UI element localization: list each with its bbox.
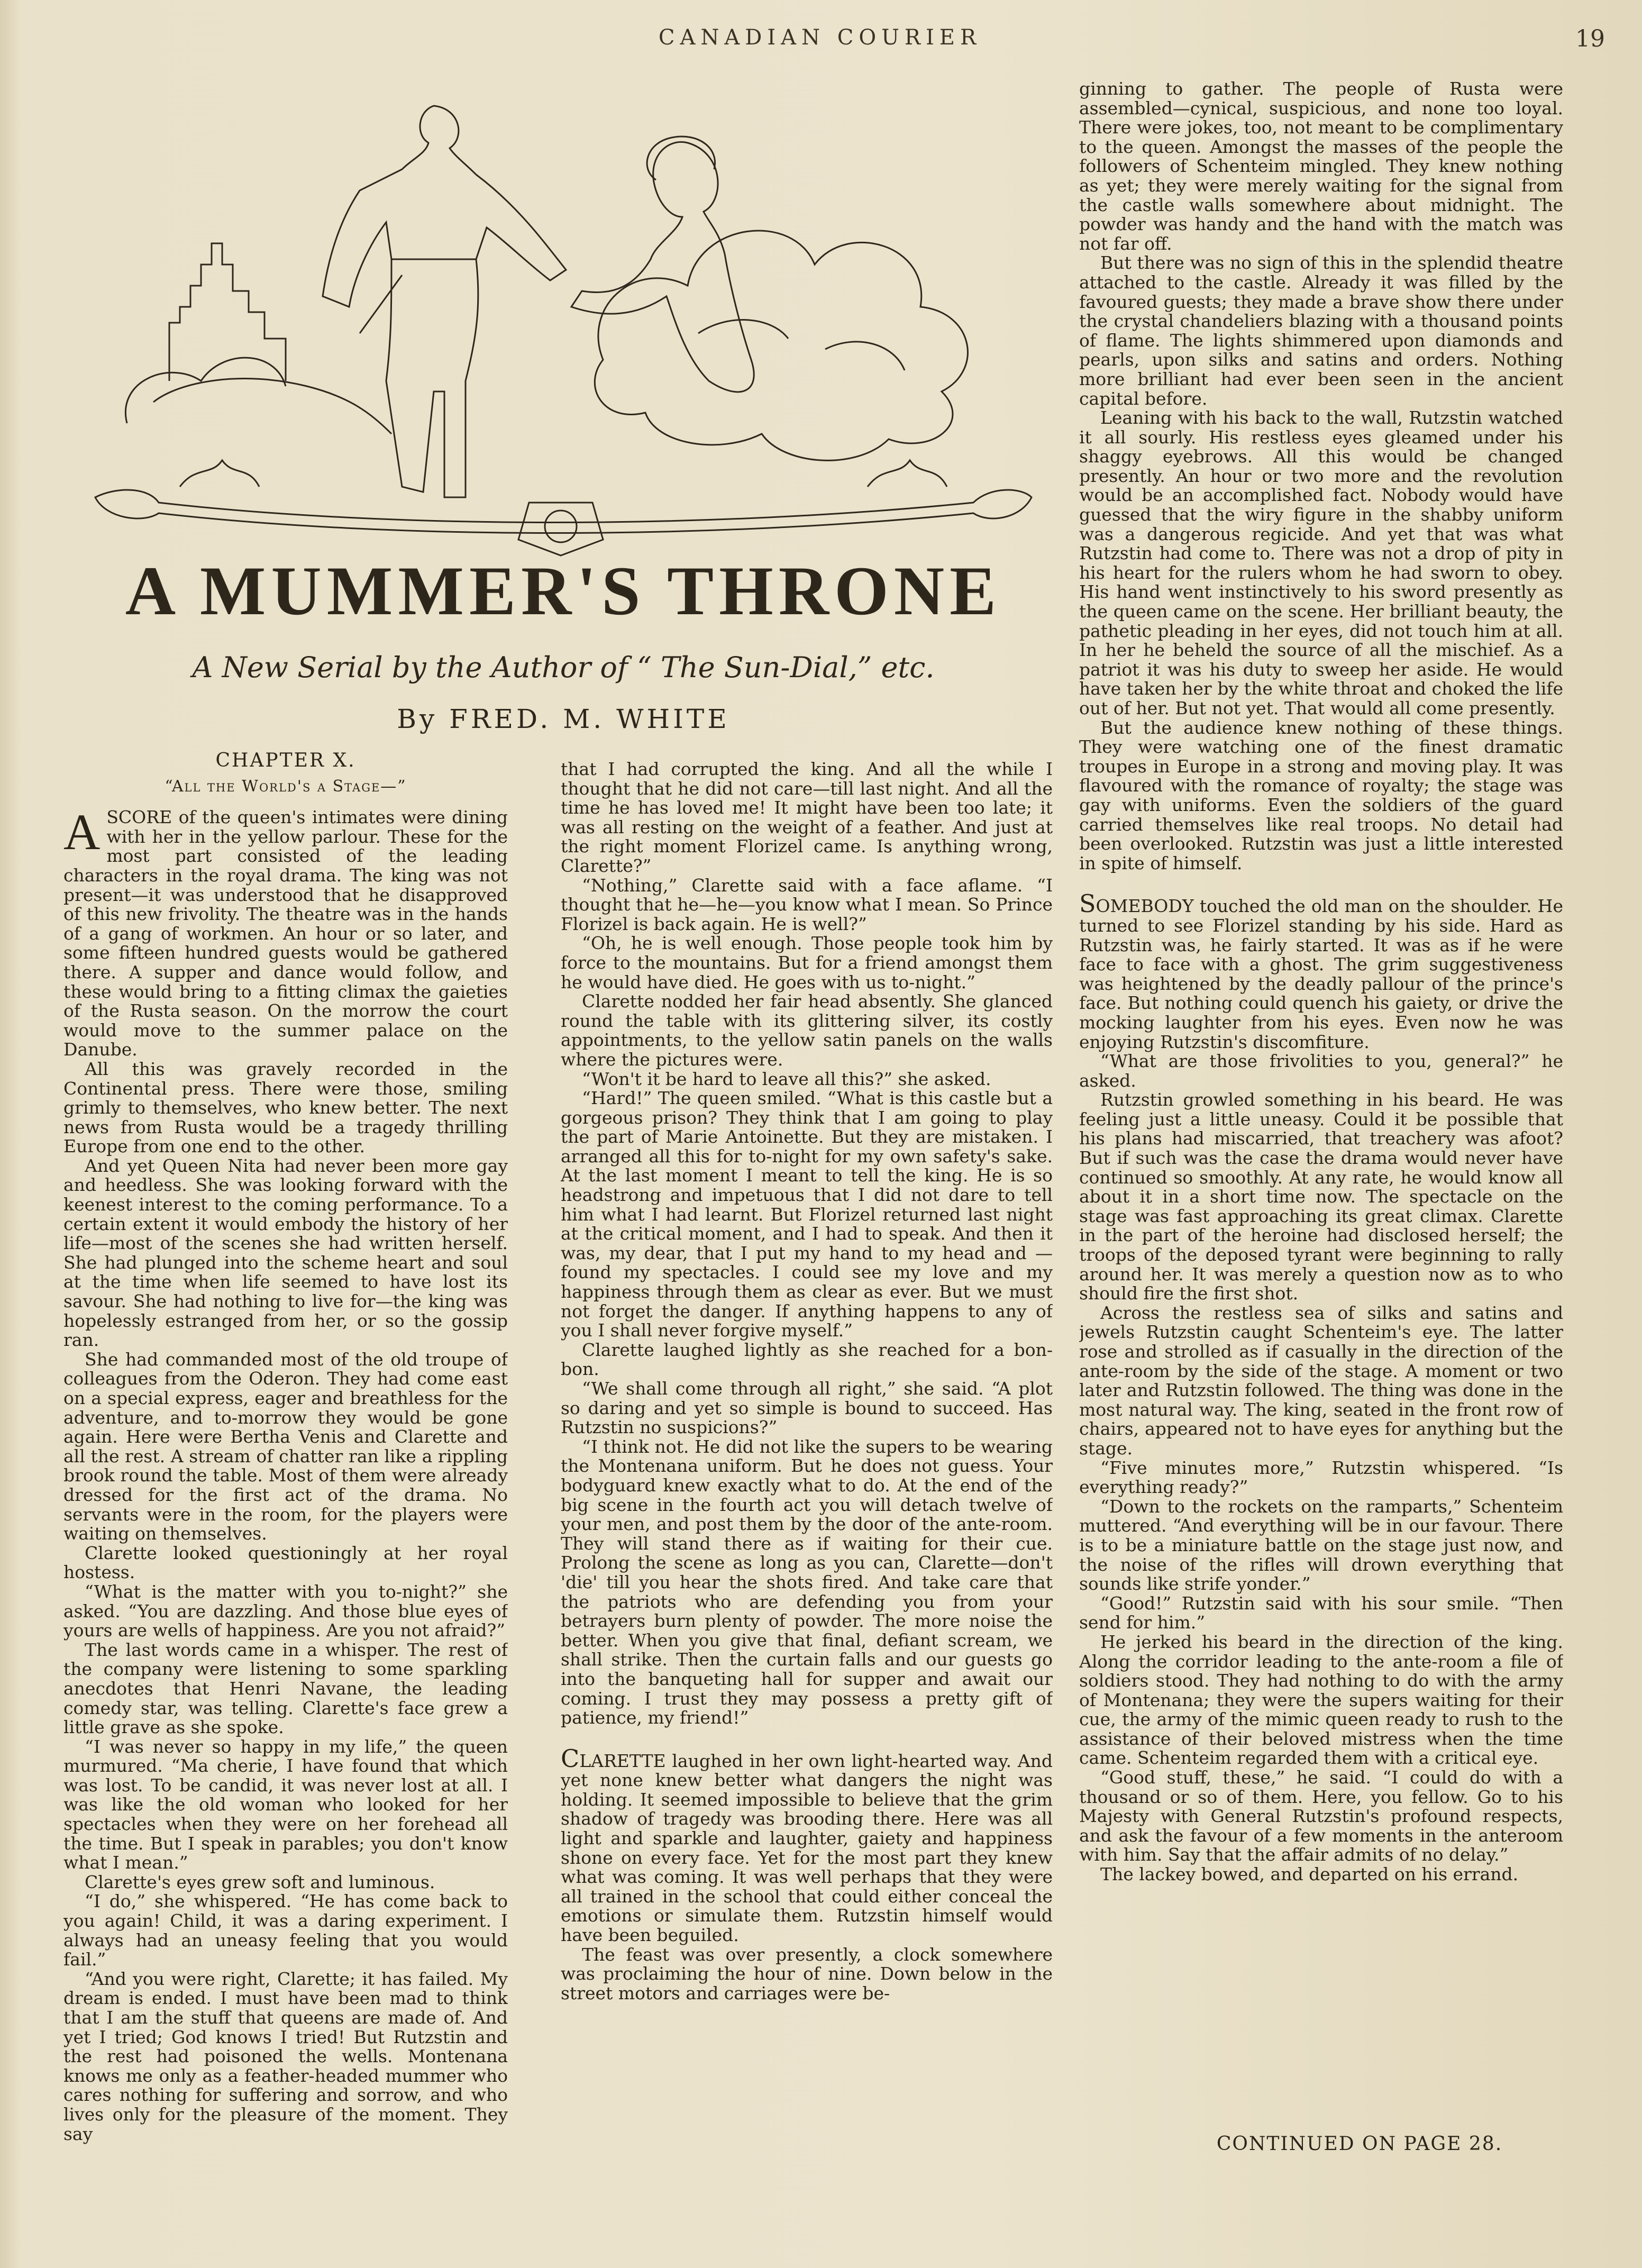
article-byline: By FRED. M. WHITE — [397, 704, 730, 734]
paragraph: “I think not. He did not like the supers to be wearing the Montenana uniform. But he does not guess. Your bodyguard knew exactly what to do. At the end of the big scene in the fourth act you will detach twelve of your men, and post them by the door of the ante-room. They will stand there as if waiting for their cue. Prolong the scene as long as you can, Clarette—don't 'die' till you hear the shots fired. And take care that the patriots who are defending you from your betrayers burn plenty of powder. The more noise the better. When you give that final, defiant scream, we shall strike. Then the curtain falls and our guests go into the banqueting hall for supper and await our coming. I trust they may possess a pretty gift of patience, my friend!” — [561, 1436, 1053, 1728]
page-number: 19 — [1575, 25, 1605, 52]
paragraph: “We shall come through all right,” she said. “A plot so daring and yet so simple is bound to succeed. Has Rutzstin no suspicions?” — [561, 1378, 1053, 1438]
paragraph: “Down to the rockets on the ramparts,” Schenteim muttered. “And everything will be in our favour. There is to be a miniature battle on the stage just now, and the noise of the rifles will drown everything that sounds like strife yonder.” — [1079, 1496, 1563, 1595]
drop-cap: A — [63, 804, 101, 861]
paragraph: “Good stuff, these,” he said. “I could do with a thousand or so of them. Here, you fellow. Go to his Majesty with General Rutzstin's profound respects, and ask the favour of a few moments in the anteroom with him. Say that the affair admits of no delay.” — [1079, 1767, 1563, 1865]
article-title: A MUMMER'S THRONE — [125, 552, 1002, 630]
paragraph: that I had corrupted the king. And all the while I thought that he did not care—till last night. And all the time he has loved me! It might have been too late; it was all resting on the weight of a feather. And just at the right moment Florizel came. Is anything wrong, Clarette?” — [561, 760, 1053, 876]
paragraph: “Hard!” The queen smiled. “What is this castle but a gorgeous prison? They think that I am going to play the part of Marie Antoinette. But they are mistaken. I arranged all this for to-night for my own safety's sake. At the last moment I meant to tell the king. He is so headstrong and impetuous that I did not dare to tell him what I had learnt. But Florizel returned last night at the critical moment, and I had to speak. And then it was, my dear, that I put my hand to my head and —found my spectacles. I could see my love and my happiness through them as clear as ever. But we must not forget the danger. If anything happens to any of you I shall never forgive myself.” — [561, 1088, 1053, 1341]
paragraph: The lackey bowed, and departed on his errand. — [1100, 1864, 1519, 1885]
paragraph: “And you were right, Clarette; it has failed. My dream is ended. I must have been mad to think that I am the stuff that queens are made of. And yet I tried; God knows I tried! But Rutzstin and the rest had poisoned the wells. Montenana knows me only as a feather-headed mummer who cares nothing for suffering and sorrow, and who lives only for the pleasure of the moment. They say — [63, 1968, 508, 2144]
paragraph: She had commanded most of the old troupe of colleagues from the Oderon. They had come east on a special express, eager and breathless for the adventure, and to-morrow they would be gone again. Here were Bertha Venis and Clarette and all the rest. A stream of chatter ran like a rippling brook round the table. Most of them were already dressed for the first act of the drama. No servants were in the room, for the players were waiting on themselves. — [63, 1349, 508, 1544]
paragraph: The last words came in a whisper. The rest of the company were listening to some sparkling anecdotes that Henri Navane, the leading comedy star, was telling. Clarette's face grew a little grave as she spoke. — [63, 1639, 508, 1738]
paragraph: All this was gravely recorded in the Continental press. There were those, smiling grimly to themselves, who knew better. The next news from Rusta would be a tragedy thrilling Europe from one end to the other. — [63, 1058, 508, 1157]
continued-notice: CONTINUED ON PAGE 28. — [1216, 2133, 1503, 2155]
section-gap — [561, 1728, 1053, 1749]
paragraph: “Nothing,” Clarette said with a face aflame. “I thought that he—he—you know what I mean. So Prince Florizel is back again. He is well?” — [561, 875, 1053, 934]
running-head: CANADIAN COURIER — [658, 25, 982, 50]
paragraph: “I was never so happy in my life,” the queen murmured. “Ma cherie, I have found that which was lost. To be candid, it was never lost at all. I was like the old woman who looked for her spectacles when they were on her forehead all the time. But I speak in parables; you don't know what I mean.” — [63, 1736, 508, 1873]
paragraph: And yet Queen Nita had never been more gay and heedless. She was looking forward with the keenest interest to the coming performance. To a certain extent it would embody the history of her life—most of the scenes she had written herself. She had plunged into the scheme heart and soul at the time when life seemed to have lost its savour. She had nothing to live for—the king was hopelessly estranged from her, or so the gossip ran. — [63, 1155, 508, 1351]
chapter-heading: CHAPTER X. — [215, 751, 356, 771]
paragraph: Rutzstin growled something in his beard. He was feeling just a little uneasy. Could it be possible that his plans had miscarried, that treachery was afoot? But if such was the case the drama would never have continued so smoothly. At any rate, he would know all about it in a short time now. The spectacle on the stage was fast approaching its great climax. Clarette in the part of the heroine had disclosed herself; the troops of the deposed tyrant were beginning to rally around her. It was merely a question now as to who should fire the first shot. — [1079, 1089, 1563, 1304]
paragraph: Across the restless sea of silks and satins and jewels Rutzstin caught Schenteim's eye. The latter rose and strolled as if casually in the direction of the ante-room by the side of the stage. A moment or two later and Rutzstin followed. The thing was done in the most natural way. The king, seated in the front row of chairs, appeared not to have eyes for anything but the stage. — [1079, 1302, 1563, 1459]
paragraph: Clarette laughed lightly as she reached for a bon-bon. — [561, 1339, 1053, 1380]
engraving-illustration-icon — [74, 85, 1047, 561]
paragraph: ginning to gather. The people of Rusta were assembled—cynical, suspicious, and none too loyal. There were jokes, too, not meant to be complimentary to the queen. Amongst the masses of the people the followers of Schenteim mingled. They knew nothing as yet; they were merely waiting for the signal from the castle walls somewhere about midnight. The powder was handy and the hand with the match was not far off. — [1079, 79, 1563, 254]
text-column-3 — [1079, 79, 1563, 2121]
paragraph: He jerked his beard in the direction of the king. Along the corridor leading to the ante-room a file of soldiers stood. They had nothing to do with the army of Montenana; they were the supers waiting for their cue, the army of the mimic queen ready to rush to the assistance of their beloved mistress when the time came. Schenteim regarded them with a critical eye. — [1079, 1631, 1563, 1769]
paragraph: “I do,” she whispered. “He has come back to you again! Child, it was a daring experiment. I always had an uneasy feeling that you would fail.” — [63, 1891, 508, 1970]
paragraph: “Won't it be hard to leave all this?” she asked. — [582, 1068, 991, 1089]
paragraph: “What is the matter with you to-night?” she asked. “You are dazzling. And those blue eyes of yours are wells of happiness. Are you not afraid?” — [63, 1581, 508, 1641]
text-column-2 — [561, 760, 1053, 2246]
paragraph: But the audience knew nothing of these things. They were watching one of the finest dramatic troupes in Europe in a strong and moving play. It was flavoured with the romance of royalty; the stage was gay with uniforms. Even the soldiers of the guard carried themselves like real troops. No detail had been overlooked. Rutzstin was just a little interested in spite of himself. — [1079, 717, 1563, 873]
paragraph: “Oh, he is well enough. Those people took him by force to the mountains. But for a friend amongst them he would have died. He goes with us to-night.” — [561, 933, 1053, 992]
paragraph: Clarette nodded her fair head absently. She glanced round the table with its glittering silver, its costly appointments, to the yellow satin panels on the walls where the pictures were. — [561, 991, 1053, 1070]
paragraph: But there was no sign of this in the splendid theatre attached to the castle. Already it was filled by the favoured guests; they made a brave show there under the crystal chandeliers blazing with a thousand points of flame. The lights shimmered upon diamonds and pearls, upon silks and satins and orders. Nothing more brilliant had ever been seen in the ancient capital before. — [1079, 252, 1563, 409]
section-initial: C — [561, 1744, 580, 1773]
paragraph: SOMEBODY touched the old man on the shoulder. He turned to see Florizel standing by his side. Hard as Rutzstin was, he fairly started. It was as if he were face to face with a ghost. The grim suggestiveness was heightened by the deadly pallour of the prince's face. But nothing could quench his gaiety, or drive the mocking laughter from his eyes. Even now he was enjoying Rutzstin's discomfiture. — [1079, 889, 1563, 1052]
paragraph: Leaning with his back to the wall, Rutzstin watched it all sourly. His restless eyes gleamed under his shaggy eyebrows. All this would be changed presently. An hour or two more and the revolution would be an accomplished fact. Nobody would have guessed that the wiry figure in the shabby uniform was a dangerous regicide. And yet that was what Rutzstin had come to. There was not a drop of pity in his heart for the rulers whom he had sworn to obey. His hand went instinctively to his sword presently as the queen came on the scene. Her brilliant beauty, the pathetic pleading in her eyes, did not touch him at all. In her he beheld the source of all the mischief. As a patriot it was his duty to sweep her aside. He would have taken her by the white throat and choked the life out of her. But not yet. That would all come presently. — [1079, 407, 1563, 718]
text-column-1 — [63, 751, 508, 2248]
paragraph: Clarette's eyes grew soft and luminous. — [85, 1871, 435, 1892]
paragraph: “What are those frivolities to you, general?” he asked. — [1079, 1051, 1563, 1091]
paragraph: A SCORE of the queen's intimates were dining with her in the yellow parlour. These for the most part consisted of the leading characters in the royal drama. The king was not present—it was understood that he disapproved of this new frivolity. The theatre was in the hands of a gang of workmen. An hour or so later, and some fifteen hundred guests would be gathered there. A supper and dance would follow, and these would bring to a fitting climax the gaieties of the Rusta season. On the morrow the court would move to the summer palace on the Danube. — [63, 804, 508, 1060]
paragraph: “Good!” Rutzstin said with his sour smile. “Then send for him.” — [1079, 1592, 1563, 1633]
section-gap — [1079, 873, 1563, 894]
paragraph: Clarette looked questioningly at her royal hostess. — [63, 1542, 508, 1583]
paragraph: CLARETTE laughed in her own light-hearted way. And yet none knew better what dangers the night was holding. It seemed impossible to believe that the grim shadow of tragedy was brooding there. Here was all light and sparkle and laughter, gaiety and happiness shone on every face. Yet for the most part they knew what was coming. It was well perhaps that they were all trained in the school that could either conceal the emotions or simulate them. Rutzstin himself would have been beguiled. — [561, 1744, 1053, 1946]
article-subtitle: A New Serial by the Author of “ The Sun-Dial,” etc. — [192, 651, 935, 684]
paragraph: “Five minutes more,” Rutzstin whispered. “Is everything ready?” — [1079, 1457, 1563, 1498]
section-initial: S — [1079, 889, 1096, 918]
paragraph: The feast was over presently, a clock somewhere was proclaiming the hour of nine. Down below in the street motors and carriages were be- — [561, 1944, 1053, 2003]
chapter-title: “All the World's a Stage—” — [165, 777, 407, 796]
